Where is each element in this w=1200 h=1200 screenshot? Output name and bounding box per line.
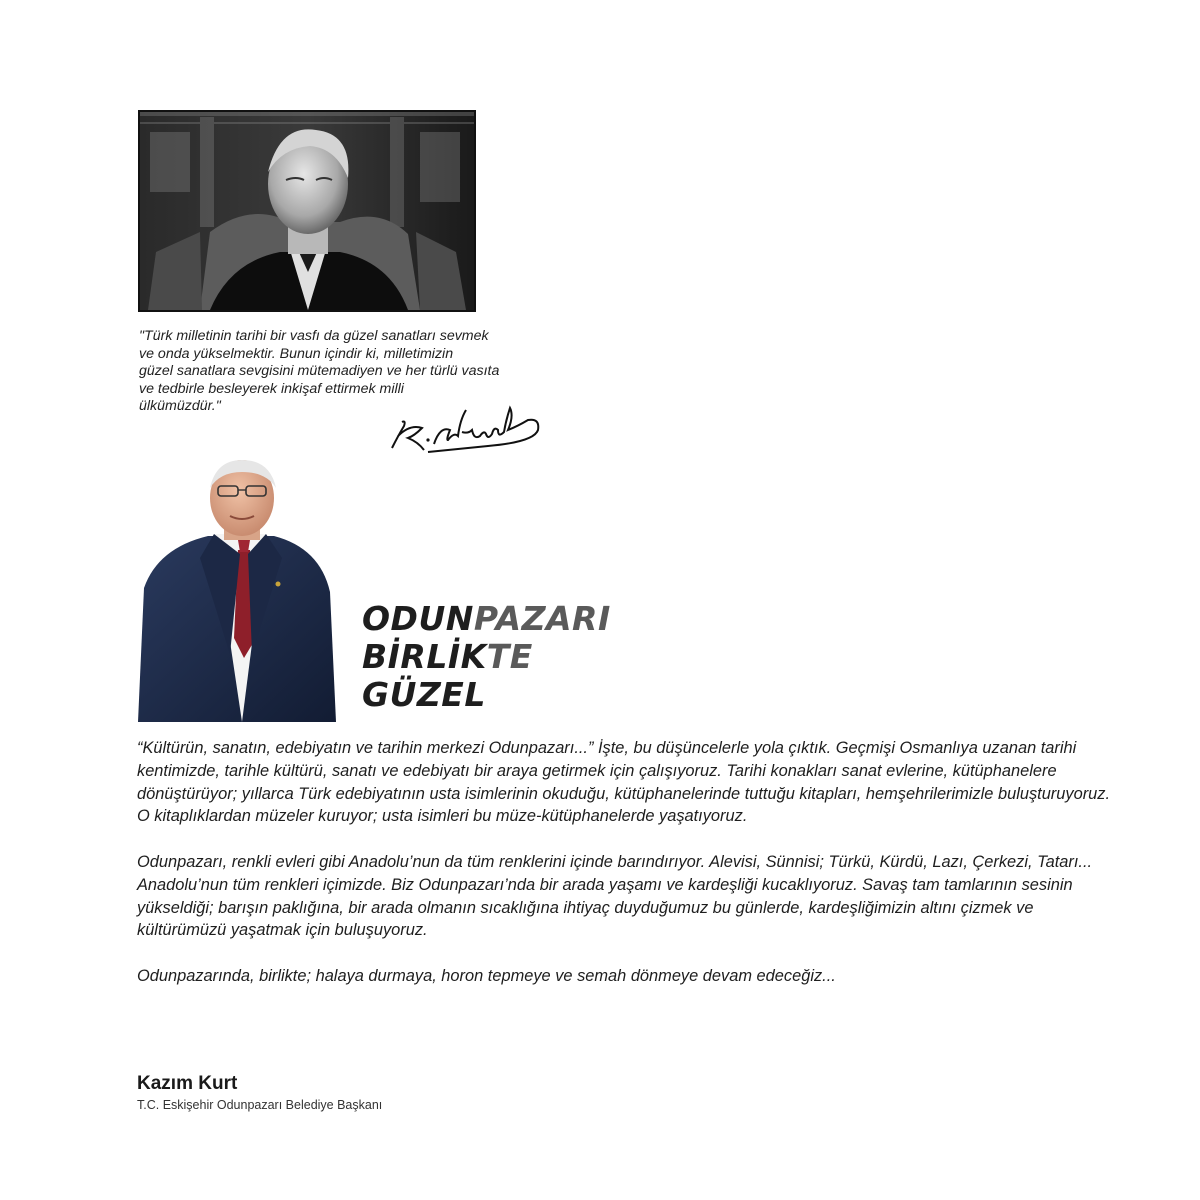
slogan-line-1: ODUNPAZARI bbox=[362, 599, 611, 638]
author-title: T.C. Eskişehir Odunpazarı Belediye Başkanı bbox=[137, 1098, 383, 1112]
slogan-line-2: BİRLİKTE bbox=[362, 637, 533, 676]
body-paragraph-1: “Kültürün, sanatın, edebiyatın ve tarihin merkezi Odunpazarı...” İşte, bu düşüncelerle yola çıktık. Geçmişi Osmanlıya uzanan tarihi kentimizde, tarihle kültürü, sanatı ve edebiyatı bir araya getirmek için çalışıyoruz. Tarihi konakları sanat evlerine, kütüphanelere dönüştürüyor; yıllarca Türk edebiyatının usta isimlerinin okuduğu, kütüphanelerinde tuttuğu kitapları, hemşehrilerimizle buluşturuyoruz. O kitaplıklardan müzeler kuruyor; usta isimleri bu müze-kütüphanelerde yaşatıyoruz. bbox=[137, 739, 1111, 826]
slogan bbox=[362, 600, 611, 714]
body-text bbox=[137, 737, 1122, 1011]
ataturk-signature-icon bbox=[388, 396, 548, 456]
author-name: Kazım Kurt bbox=[137, 1073, 238, 1094]
body-paragraph-3: Odunpazarında, birlikte; halaya durmaya, horon tepmeye ve semah dönmeye devam edeceğiz... bbox=[137, 966, 836, 985]
historic-portrait-illustration bbox=[140, 112, 474, 310]
slogan-line-3: GÜZEL bbox=[362, 675, 486, 714]
author-block bbox=[137, 1073, 382, 1112]
body-paragraph-2: Odunpazarı, renkli evleri gibi Anadolu’nun da tüm renklerini içinde barındırıyor. Alevisi, Sünnisi; Türkü, Kürdü, Lazı, Çerkezi, Tatarı... Anadolu’nun tüm renkleri içimizde. Biz Odunpazarı’nda bir arada yaşamı ve kardeşliği kucaklıyoruz. Savaş tam tamlarının sesinin yükseldiği; barışın paklığına, bir arada olmanın sıcaklığına ihtiyaç duyduğumuz bu günlerde, kardeşliğimizin altını çizmek ve kültürümüzü yaşatmak için buluşuyoruz. bbox=[137, 852, 1093, 940]
mayor-portrait-photo bbox=[138, 458, 338, 722]
historic-portrait-photo bbox=[138, 110, 476, 312]
quote-text: "Türk milletinin tarihi bir vasfı da güzel sanatları sevmek ve onda yükselmektir. Bunun içindir ki, milletimizin güzel sanatlara sevgisini mütemadiyen ve her türlü vasıta ve tedbirle besleyerek inkişaf ettirmek milli ülkümüzdür." bbox=[139, 328, 500, 415]
mayor-portrait-illustration bbox=[138, 458, 338, 722]
